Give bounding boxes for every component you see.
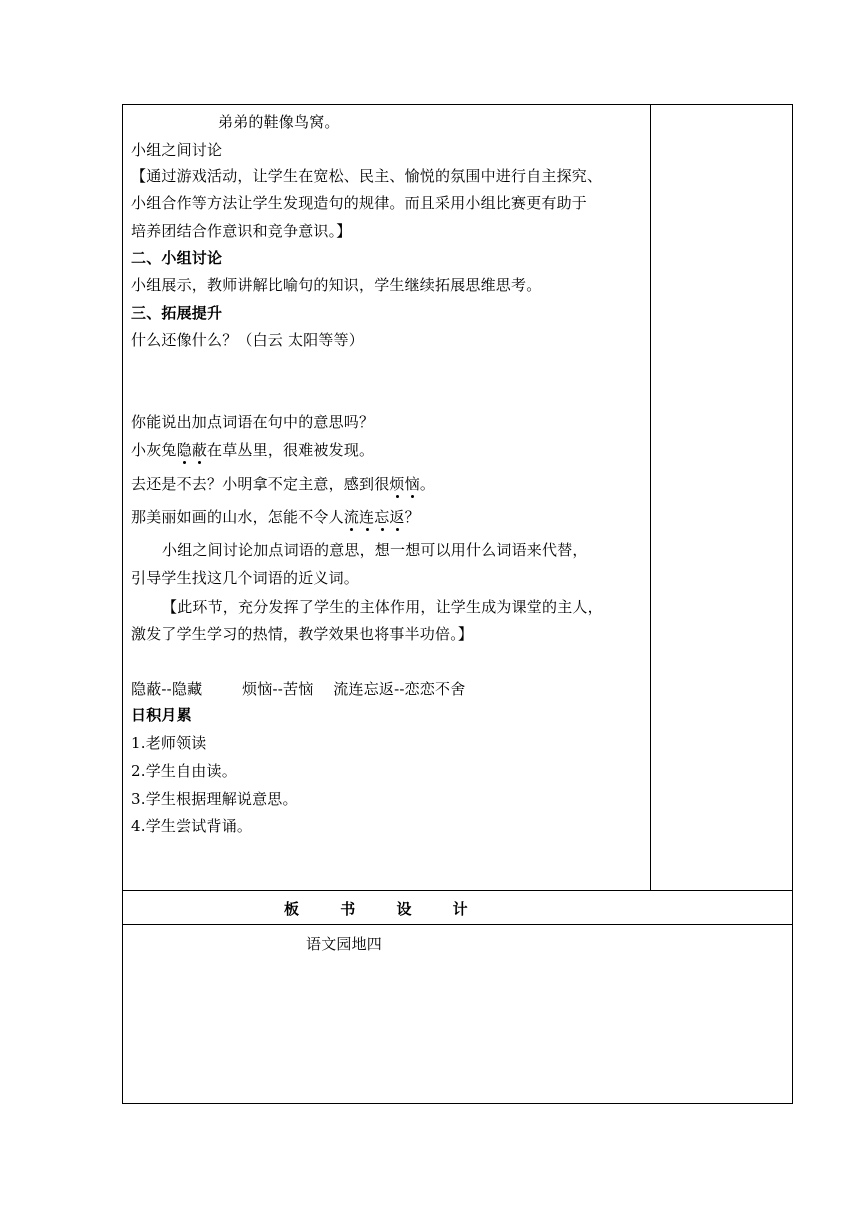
design-note: 【此环节，充分发挥了学生的主体作用，让学生成为课堂的主人，: [162, 598, 603, 616]
row-divider-board-header: [123, 890, 792, 891]
text-line: 小组之间讨论: [131, 141, 223, 159]
board-title: 语文园地四: [306, 935, 383, 953]
section-heading: 三、拓展提升: [131, 304, 223, 322]
example-sentence: 小灰兔隐蔽在草丛里，很难被发现。: [131, 441, 375, 459]
list-item: 3.学生根据理解说意思。: [131, 790, 298, 808]
design-note: 激发了学生学习的热情，教学效果也将事半功倍。】: [131, 625, 474, 643]
right-column-divider: [650, 105, 651, 890]
text-line: 什么还像什么？（白云 太阳等等）: [131, 331, 364, 349]
example-sentence: 那美丽如画的山水，怎能不令人流连忘返？: [131, 508, 420, 526]
design-note: 【通过游戏活动，让学生在宽松、民主、愉悦的氛围中进行自主探究、: [131, 167, 603, 185]
section-heading: 日积月累: [131, 706, 192, 724]
text-line: 小组展示，教师讲解比喻句的知识，学生继续拓展思维思考。: [131, 276, 542, 294]
list-item: 1.老师领读: [131, 734, 207, 752]
design-note: 小组合作等方法让学生发现造句的规律。而且采用小组比赛更有助于: [131, 194, 588, 212]
row-divider-board-body: [123, 924, 792, 925]
list-item: 2.学生自由读。: [131, 762, 237, 780]
example-sentence: 去还是不去？小明拿不定主意，感到很烦恼。: [131, 475, 436, 493]
text-line: 弟弟的鞋像鸟窝。: [218, 113, 340, 131]
board-design-heading: 板 书 设 计: [284, 900, 486, 918]
list-item: 4.学生尝试背诵。: [131, 817, 253, 835]
text-line: 你能说出加点词语在句中的意思吗？: [131, 413, 375, 431]
text-line: 小组之间讨论加点词语的意思，想一想可以用什么词语来代替，: [162, 541, 588, 559]
design-note: 培养团结合作意识和竞争意识。】: [131, 222, 352, 240]
synonym-list: 隐蔽--隐藏 烦恼--苦恼 流连忘返--恋恋不舍: [131, 680, 466, 698]
text-line: 引导学生找这几个词语的近义词。: [131, 569, 360, 587]
section-heading: 二、小组讨论: [131, 249, 223, 267]
